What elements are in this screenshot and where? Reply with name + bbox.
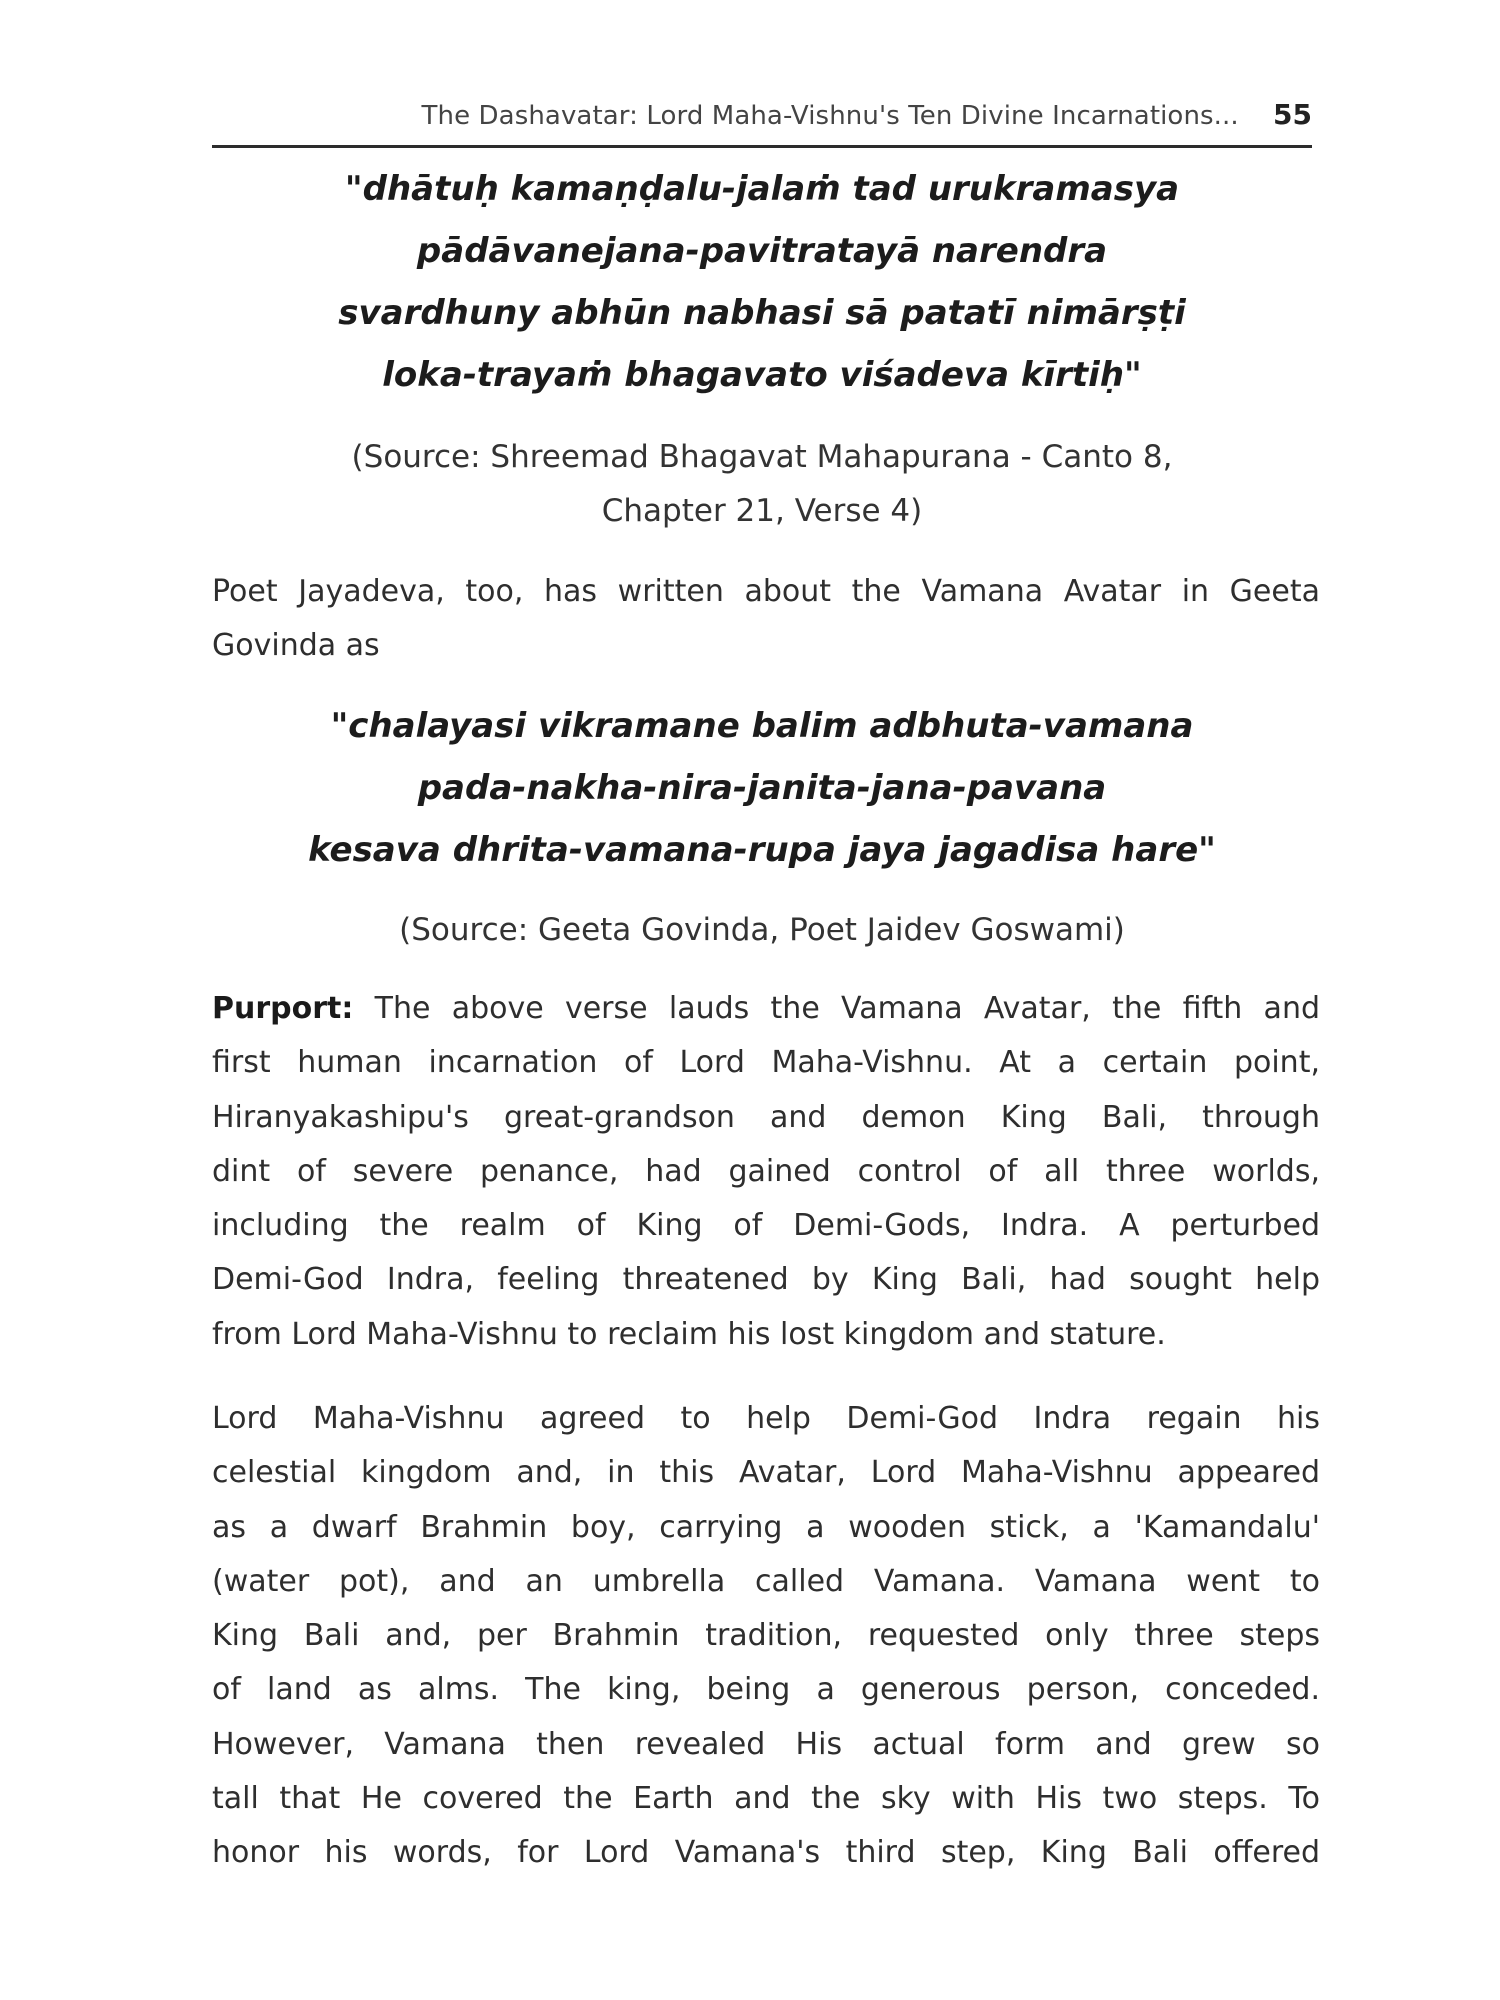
running-header xyxy=(212,98,1312,142)
verse-bhagavat xyxy=(212,158,1312,406)
prose-line: from Lord Maha-Vishnu to reclaim his lost kingdom and stature. xyxy=(212,1316,1166,1352)
prose-line xyxy=(212,982,1320,1036)
prose-line: as a dwarf Brahmin boy, carrying a wooden stick, a 'Kamandalu' xyxy=(212,1509,1320,1545)
source-line: Chapter 21, Verse 4) xyxy=(601,493,923,529)
prose-line: Demi-God Indra, feeling threatened by King Bali, had sought help xyxy=(212,1262,1320,1298)
vamana-story-paragraph xyxy=(212,1392,1320,1881)
purport-paragraph xyxy=(212,982,1320,1362)
prose-line: King Bali and, per Brahmin tradition, requested only three steps xyxy=(212,1618,1320,1654)
prose-line: first human incarnation of Lord Maha-Vishnu. At a certain point, xyxy=(212,1045,1320,1081)
verse-line: svardhuny abhūn nabhasi sā patatī nimārṣṭi xyxy=(338,293,1186,333)
verse-line: pādāvanejana-pavitratayā narendra xyxy=(416,231,1108,271)
prose-line: Govinda as xyxy=(212,628,380,664)
prose-line: Poet Jayadeva, too, has written about the Vamana Avatar in Geeta xyxy=(212,574,1320,609)
prose-line: celestial kingdom and, in this Avatar, Lord Maha-Vishnu appeared xyxy=(212,1455,1320,1491)
running-title: The Dashavatar: Lord Maha-Vishnu's Ten Divine Incarnations... xyxy=(421,101,1239,131)
verse-line: kesava dhrita-vamana-rupa jaya jagadisa hare" xyxy=(308,830,1216,870)
prose-line: However, Vamana then revealed His actual form and grew so xyxy=(212,1726,1320,1762)
prose-line: honor his words, for Lord Vamana's third step, King Bali offered xyxy=(212,1835,1320,1871)
prose-line: of land as alms. The king, being a generous person, conceded. xyxy=(212,1672,1320,1708)
prose-line: including the realm of King of Demi-Gods, Indra. A perturbed xyxy=(212,1208,1320,1244)
intro-paragraph xyxy=(212,565,1320,674)
prose-line: dint of severe penance, had gained control of all three worlds, xyxy=(212,1153,1320,1189)
source-citation-bhagavat xyxy=(212,430,1312,538)
verse-geeta-govinda xyxy=(212,695,1312,881)
source-line: (Source: Shreemad Bhagavat Mahapurana - Canto 8, xyxy=(351,439,1173,475)
verse-line: "dhātuḥ kamaṇḍalu-jalaṁ tad urukramasya xyxy=(344,169,1180,209)
verse-line: pada-nakha-nira-janita-jana-pavana xyxy=(417,768,1107,808)
prose-line: Hiranyakashipu's great-grandson and demon King Bali, through xyxy=(212,1099,1320,1135)
header-rule xyxy=(212,145,1312,148)
purport-label: Purport: xyxy=(212,991,354,1026)
verse-line: "chalayasi vikramane balim adbhuta-vamana xyxy=(330,706,1194,746)
source-line: (Source: Geeta Govinda, Poet Jaidev Goswami) xyxy=(399,912,1125,948)
prose-line: (water pot), and an umbrella called Vamana. Vamana went to xyxy=(212,1563,1320,1599)
source-citation-geeta-govinda xyxy=(212,903,1312,957)
verse-line: loka-trayaṁ bhagavato viśadeva kīrtiḥ" xyxy=(382,355,1142,395)
prose-line: tall that He covered the Earth and the sky with His two steps. To xyxy=(212,1781,1320,1817)
prose-line: Lord Maha-Vishnu agreed to help Demi-God Indra regain his xyxy=(212,1401,1320,1436)
page-number: 55 xyxy=(1273,98,1312,131)
purport-first-line-text: The above verse lauds the Vamana Avatar, the fifth and xyxy=(374,991,1321,1026)
